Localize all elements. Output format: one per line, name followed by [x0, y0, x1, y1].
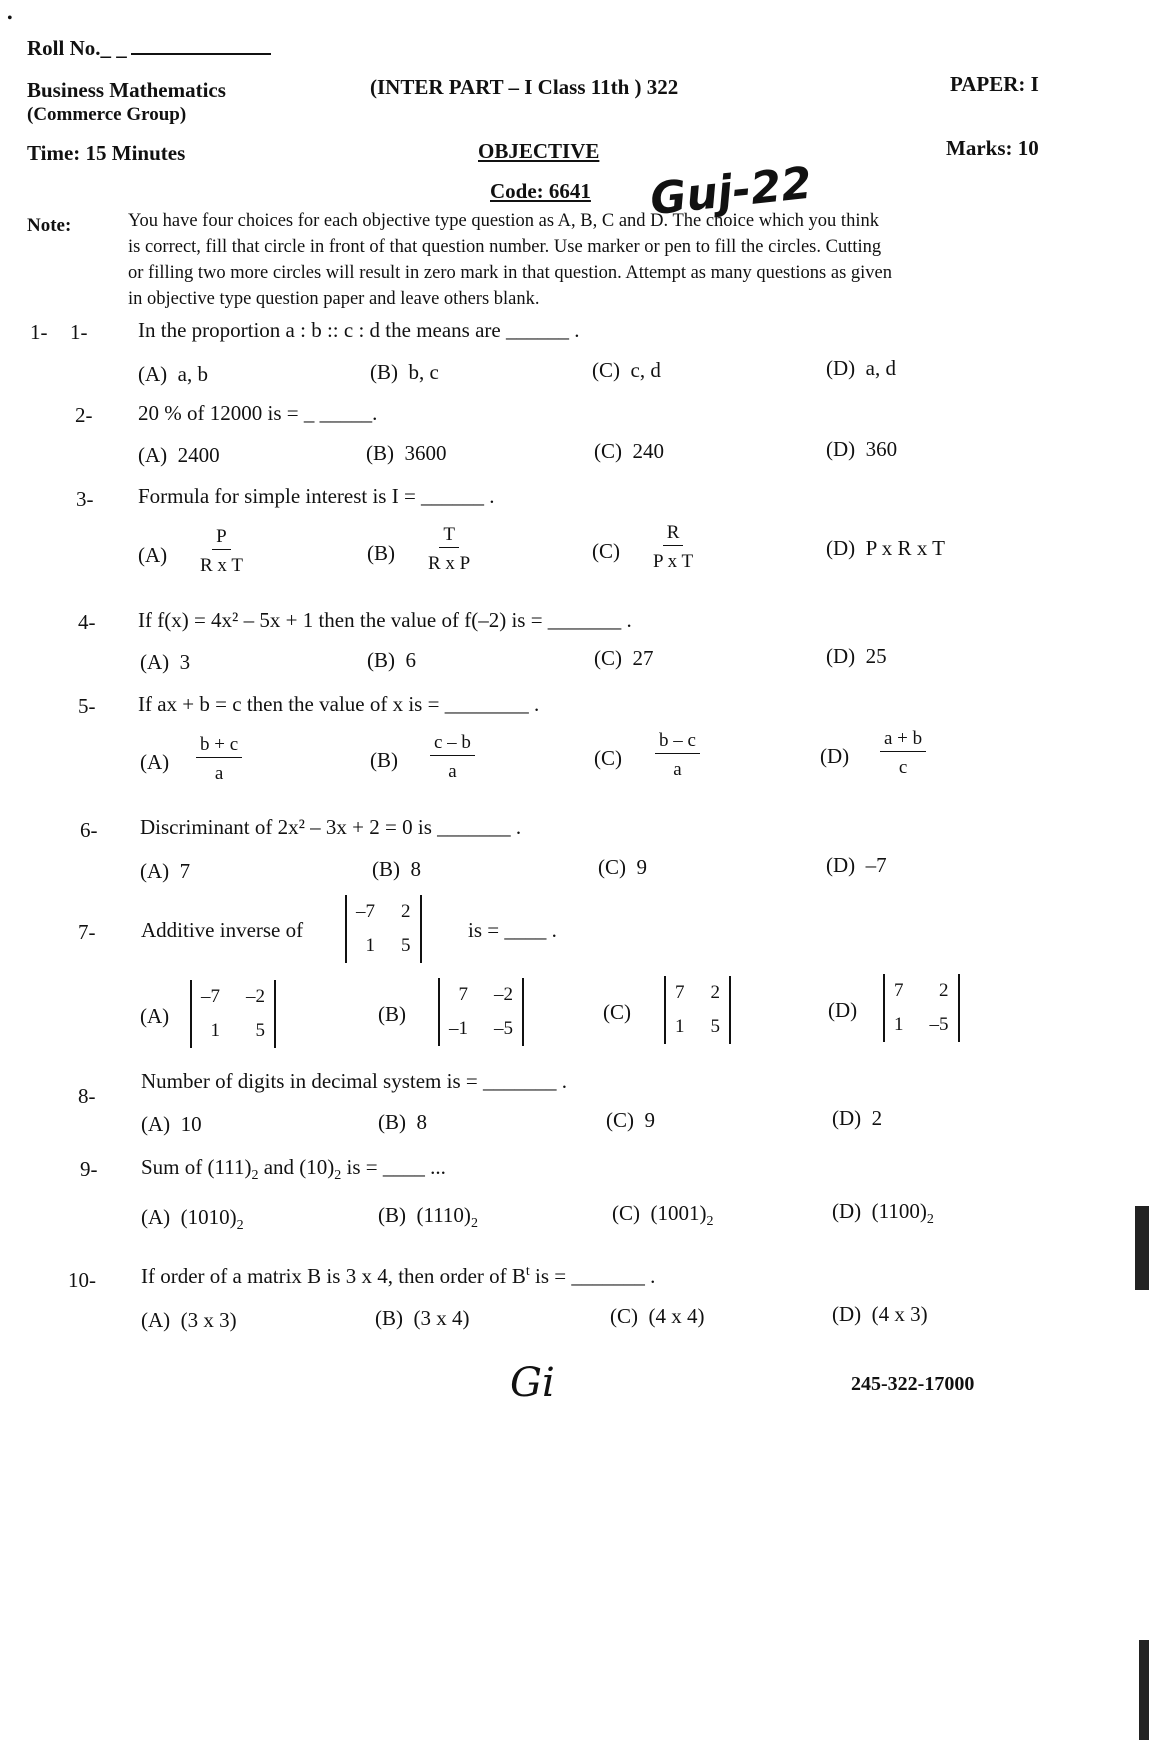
section-title: OBJECTIVE: [478, 139, 600, 163]
question-text: If ax + b = c then the value of x is = ________ .: [138, 692, 540, 716]
option-a-fraction[interactable]: $\frac{P}{\text{R x T}}$: [200, 526, 243, 576]
option-d-fraction[interactable]: $\frac{a + b}{c}$: [880, 729, 926, 777]
option-c-label[interactable]: (C): [603, 1000, 631, 1024]
option-c[interactable]: (C) $(1001)_2$: [612, 1201, 714, 1230]
option-c[interactable]: (C) 9: [598, 855, 647, 879]
question-text: In the proportion a : b :: c : d the means are ______ .: [138, 318, 580, 342]
roll-number-field[interactable]: Roll No._ _: [27, 36, 271, 61]
option-b-label[interactable]: (B): [370, 748, 398, 772]
option-c[interactable]: (C) 240: [594, 439, 664, 463]
question-number: 2-: [75, 403, 93, 427]
option-d[interactable]: (D) 360: [826, 437, 898, 461]
scan-edge-mark: [1139, 1640, 1149, 1740]
option-a[interactable]: (A) (3 x 3): [141, 1308, 237, 1332]
paper-code: Code: 6641: [490, 179, 591, 203]
side-mark: 1-: [30, 320, 48, 344]
option-a[interactable]: (A) 2400: [138, 443, 220, 467]
option-c-fraction[interactable]: $\frac{b - c}{a}$: [655, 731, 700, 779]
option-d-label[interactable]: (D): [820, 744, 850, 768]
option-a-fraction[interactable]: $\frac{b + c}{a}$: [196, 735, 242, 783]
option-d[interactable]: (D) 25: [826, 644, 887, 668]
option-b-label[interactable]: (B): [378, 1002, 406, 1026]
option-a-label[interactable]: (A): [138, 543, 168, 567]
handwritten-signature: Gi: [510, 1360, 555, 1406]
handwritten-annotation: Guj-22: [647, 157, 815, 226]
option-d-matrix[interactable]: 7 2 1 –5: [883, 974, 960, 1042]
option-c[interactable]: (C) (4 x 4): [610, 1304, 705, 1328]
question-number: 4-: [78, 610, 96, 634]
scan-edge-mark: [1135, 1206, 1149, 1290]
option-b-fraction[interactable]: $\frac{T}{\text{R x P}}$: [428, 524, 471, 574]
option-b[interactable]: (B) 8: [378, 1110, 427, 1134]
option-c[interactable]: (C) 27: [594, 646, 654, 670]
paper-label: PAPER: I: [950, 72, 1039, 96]
option-b[interactable]: (B) 8: [372, 857, 421, 881]
option-a[interactable]: (A) a, b: [138, 362, 208, 386]
question-text: Number of digits in decimal system is = _______ .: [141, 1069, 567, 1093]
option-c-fraction[interactable]: $\frac{R}{\text{P x T}}$: [653, 522, 694, 572]
question-text: 20 % of 12000 is = _ _____.: [138, 401, 378, 425]
question-matrix: –7 2 1 5: [345, 895, 422, 963]
option-b-fraction[interactable]: $\frac{c - b}{a}$: [430, 733, 475, 781]
option-c-label[interactable]: (C): [594, 746, 622, 770]
option-d[interactable]: (D) P x R x T: [826, 536, 946, 560]
note-text: You have four choices for each objective type question as A, B, C and D. The choice which you think is correct, fill that circle in front of that question number. Use marker or pen to fill the circles. Cutting or filling two more circles will result in zero mark in that question. Attempt as many questions as given in objective type question paper and leave others blank.: [128, 211, 893, 309]
question-text: Discriminant of 2x² – 3x + 2 = 0 is _______ .: [140, 815, 522, 839]
question-text: If f(x) = 4x² – 5x + 1 then the value of f(–2) is = _______ .: [138, 608, 632, 632]
group-label: (Commerce Group): [27, 104, 187, 125]
question-number: 10-: [68, 1268, 96, 1292]
question-number: 8-: [78, 1084, 96, 1108]
option-a[interactable]: (A) 10: [141, 1112, 202, 1136]
question-text: Formula for simple interest is I = ______ .: [138, 484, 495, 508]
note-label: Note:: [27, 215, 72, 236]
corner-mark: •: [7, 10, 13, 27]
option-a-label[interactable]: (A): [140, 750, 170, 774]
option-c[interactable]: (C) c, d: [592, 358, 661, 382]
subject-title: Business Mathematics: [27, 78, 226, 102]
question-number: 6-: [80, 818, 98, 842]
option-b-matrix[interactable]: 7 –2 –1 –5: [438, 978, 524, 1046]
question-number: 5-: [78, 694, 96, 718]
question-text: Sum of $(111)_2$ and $(10)_2$ is = ____ ...: [141, 1155, 446, 1184]
option-d[interactable]: (D) 2: [832, 1106, 883, 1130]
option-a-label[interactable]: (A): [140, 1004, 170, 1028]
time-label: Time: 15 Minutes: [27, 141, 186, 165]
class-line: (INTER PART – I Class 11th ) 322: [370, 75, 679, 99]
option-b[interactable]: (B) b, c: [370, 360, 439, 384]
question-number: 9-: [80, 1157, 98, 1181]
question-text: Additive inverse of: [141, 918, 304, 942]
option-b[interactable]: (B) (3 x 4): [375, 1306, 470, 1330]
question-number: 3-: [76, 487, 94, 511]
option-d[interactable]: (D) a, d: [826, 356, 896, 380]
option-d[interactable]: (D) (4 x 3): [832, 1302, 928, 1326]
option-d[interactable]: (D) $(1100)_2$: [832, 1199, 934, 1228]
paper-serial: 245-322-17000: [851, 1373, 975, 1395]
option-b-label[interactable]: (B): [367, 541, 395, 565]
option-a[interactable]: (A) $(1010)_2$: [141, 1205, 244, 1234]
option-b[interactable]: (B) 3600: [366, 441, 447, 465]
question-number: 1-: [70, 320, 88, 344]
marks-label: Marks: 10: [946, 136, 1039, 160]
option-b[interactable]: (B) 6: [367, 648, 416, 672]
option-d[interactable]: (D) –7: [826, 853, 887, 877]
option-c-matrix[interactable]: 7 2 1 5: [664, 976, 731, 1044]
option-b[interactable]: (B) $(1110)_2$: [378, 1203, 478, 1232]
option-a[interactable]: (A) 7: [140, 859, 191, 883]
question-number: 7-: [78, 920, 96, 944]
question-text-suffix: is = ____ .: [468, 918, 557, 942]
question-text: If order of a matrix B is 3 x 4, then order of $B^t$ is = _______ .: [141, 1264, 656, 1288]
option-d-label[interactable]: (D): [828, 998, 858, 1022]
option-a-matrix[interactable]: –7 –2 1 5: [190, 980, 276, 1048]
option-c[interactable]: (C) 9: [606, 1108, 655, 1132]
option-a[interactable]: (A) 3: [140, 650, 191, 674]
option-c-label[interactable]: (C): [592, 539, 620, 563]
